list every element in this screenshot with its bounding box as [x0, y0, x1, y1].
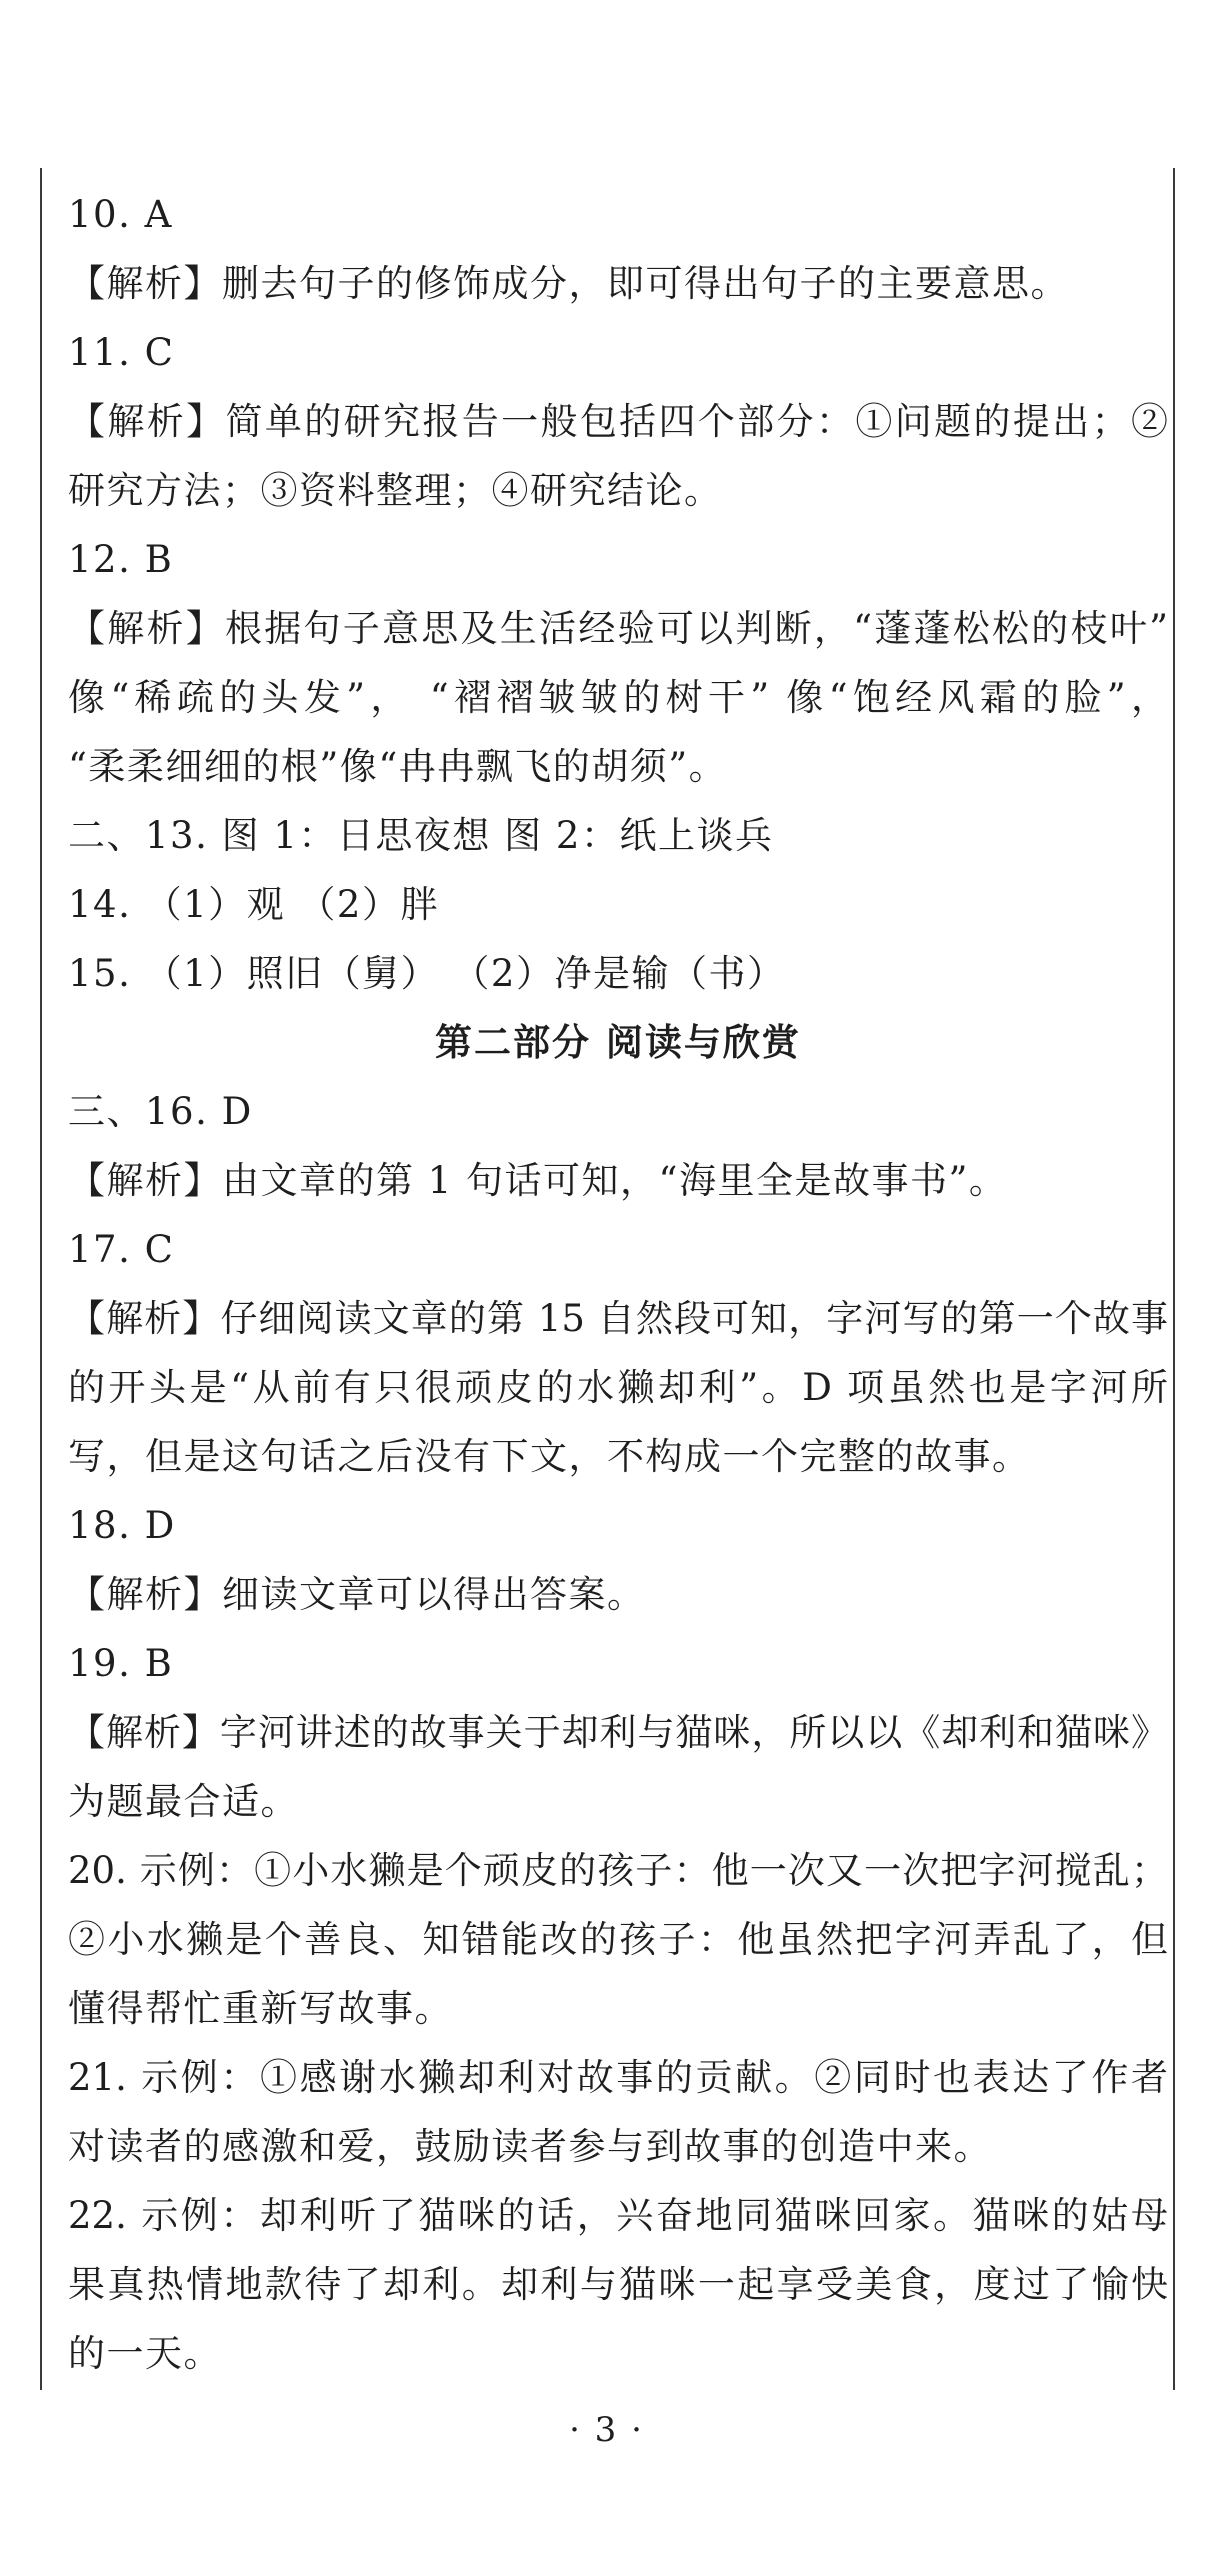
explanation-18: 【解析】细读文章可以得出答案。: [68, 1573, 646, 1616]
explanation-11-line-1: 【解析】简单的研究报告一般包括四个部分：①问题的提出；②: [68, 400, 1168, 443]
explanation-12-line-2: 像“稀疏的头发”， “褶褶皱皱的树干” 像“饱经风霜的脸”，: [68, 676, 1168, 719]
answer-14: 14. （1）观 （2）胖: [68, 883, 439, 926]
answer-12: 12. B: [68, 538, 174, 581]
answer-13: 二、13. 图 1：日思夜想 图 2：纸上谈兵: [68, 814, 774, 857]
explanation-19-line-1: 【解析】字河讲述的故事关于却利与猫咪，所以以《却利和猫咪》: [68, 1711, 1168, 1754]
explanation-10: 【解析】删去句子的修饰成分，即可得出句子的主要意思。: [68, 262, 1069, 305]
explanation-17-line-1: 【解析】仔细阅读文章的第 15 自然段可知，字河写的第一个故事: [68, 1297, 1168, 1340]
explanation-12-line-1: 【解析】根据句子意思及生活经验可以判断，“蓬蓬松松的枝叶”: [68, 607, 1168, 650]
answer-16: 三、16. D: [68, 1090, 253, 1133]
left-margin-line: [40, 168, 42, 2390]
explanation-17-line-2: 的开头是“从前有只很顽皮的水獭却利”。D 项虽然也是字河所: [68, 1366, 1168, 1409]
answer-content: [68, 180, 1168, 2388]
answer-20-line-2: ②小水獭是个善良、知错能改的孩子：他虽然把字河弄乱了，但: [68, 1918, 1168, 1961]
section-title: 第二部分 阅读与欣赏: [435, 1021, 801, 1064]
answer-21-line-1: 21. 示例：①感谢水獭却利对故事的贡献。②同时也表达了作者: [68, 2056, 1168, 2099]
answer-17: 17. C: [68, 1228, 175, 1271]
answer-20-line-3: 懂得帮忙重新写故事。: [68, 1987, 453, 2030]
answer-15: 15. （1）照旧（舅） （2）净是输（书）: [68, 952, 786, 995]
answer-21-line-2: 对读者的感激和爱，鼓励读者参与到故事的创造中来。: [68, 2125, 992, 2168]
explanation-11-line-2: 研究方法；③资料整理；④研究结论。: [68, 469, 723, 512]
answer-19: 19. B: [68, 1642, 174, 1685]
answer-22-line-3: 的一天。: [68, 2332, 222, 2375]
right-margin-line: [1173, 168, 1175, 2390]
explanation-17-line-3: 写，但是这句话之后没有下文，不构成一个完整的故事。: [68, 1435, 1031, 1478]
page-number: · 3 ·: [569, 2410, 644, 2450]
answer-22-line-1: 22. 示例：却利听了猫咪的话，兴奋地同猫咪回家。猫咪的姑母: [68, 2194, 1168, 2237]
explanation-19-line-2: 为题最合适。: [68, 1780, 299, 1823]
answer-18: 18. D: [68, 1504, 176, 1547]
answer-11: 11. C: [68, 331, 175, 374]
answer-10: 10. A: [68, 193, 173, 236]
answer-22-line-2: 果真热情地款待了却利。却利与猫咪一起享受美食，度过了愉快: [68, 2263, 1168, 2306]
explanation-16: 【解析】由文章的第 1 句话可知，“海里全是故事书”。: [68, 1159, 1008, 1202]
answer-20-line-1: 20. 示例：①小水獭是个顽皮的孩子：他一次又一次把字河搅乱；: [68, 1849, 1168, 1892]
explanation-12-line-3: “柔柔细细的根”像“冉冉飘飞的胡须”。: [68, 745, 728, 788]
